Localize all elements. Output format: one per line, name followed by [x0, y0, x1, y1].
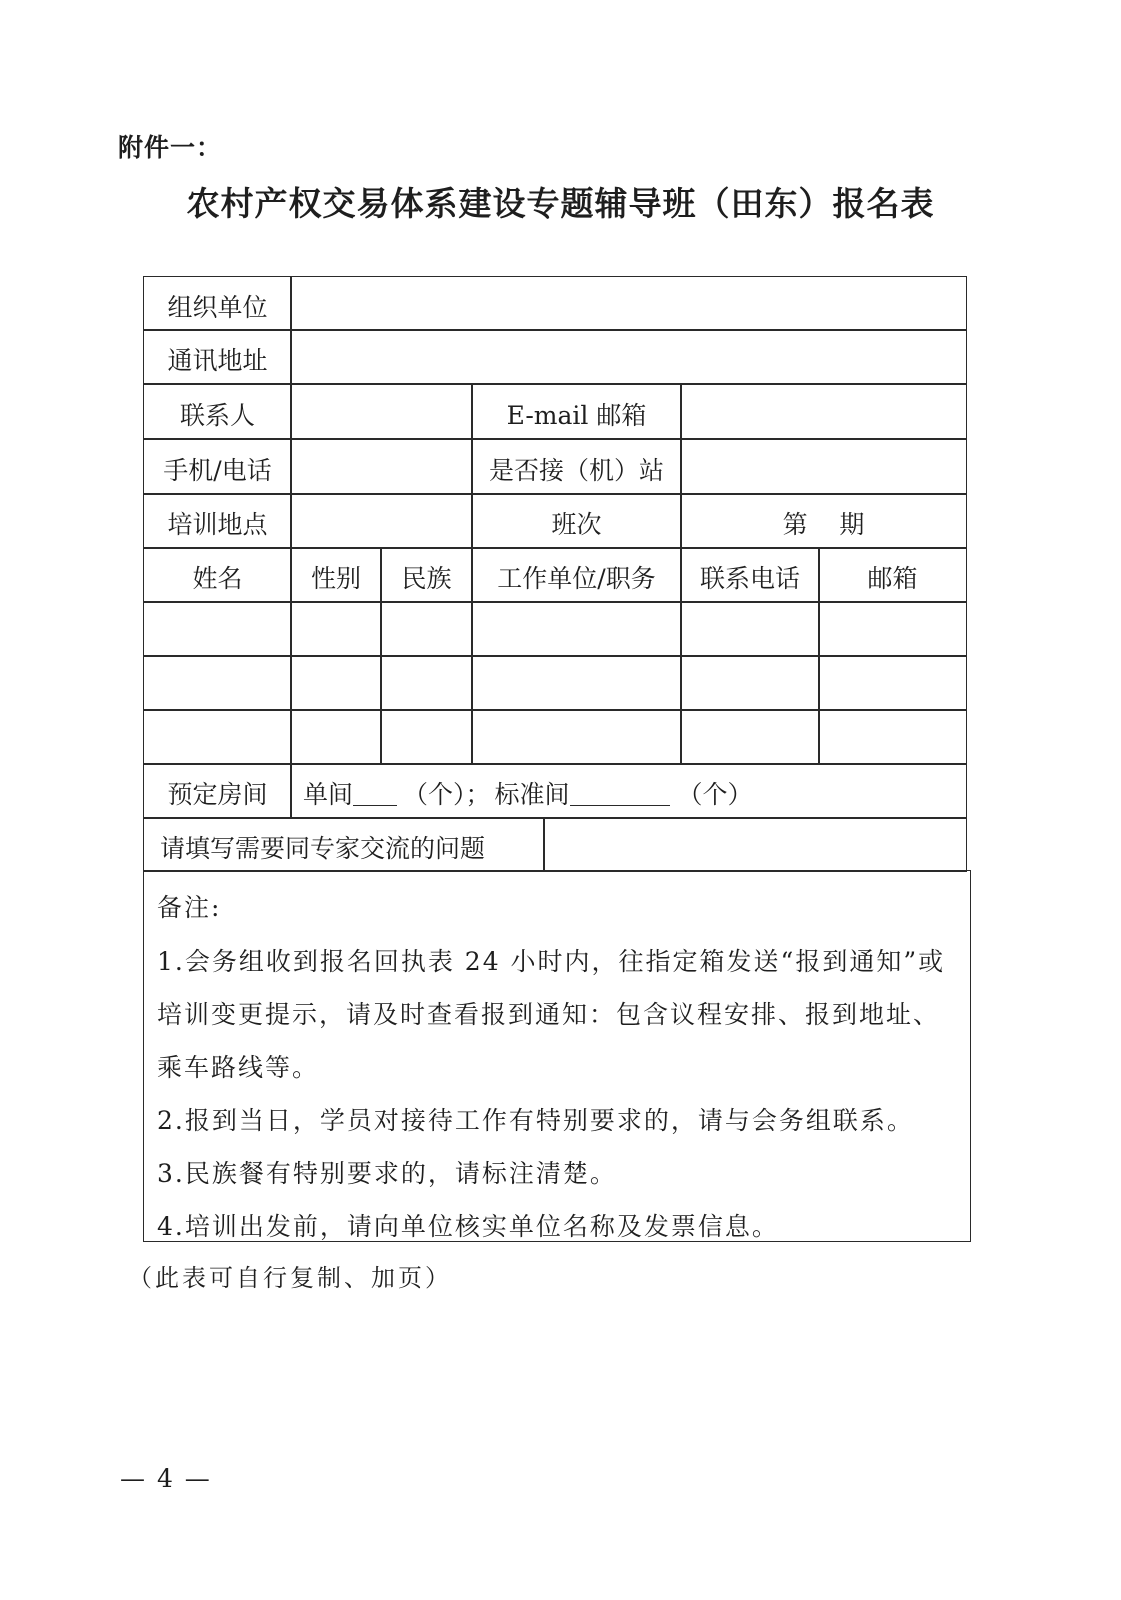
room-unit-a: （个）；: [403, 780, 491, 809]
contact-label: 联系人: [143, 383, 292, 440]
session-label: 班次: [471, 493, 682, 549]
venue-input[interactable]: [290, 493, 473, 549]
page-number: — 4 —: [120, 1464, 212, 1493]
org-label: 组织单位: [143, 276, 292, 331]
session-value[interactable]: 第 期: [680, 493, 967, 549]
room-label: 预定房间: [143, 763, 292, 819]
col-phone: 联系电话: [680, 547, 820, 603]
contact-input[interactable]: [290, 383, 473, 440]
participant-3-gender[interactable]: [290, 709, 382, 765]
participant-2-employer[interactable]: [471, 655, 682, 711]
email-label: E-mail 邮箱: [471, 383, 682, 440]
note-line-6: 4.培训出发前，请向单位核实单位名称及发票信息。: [157, 1212, 779, 1241]
participant-3-name[interactable]: [143, 709, 292, 765]
participant-3-phone[interactable]: [680, 709, 820, 765]
address-input[interactable]: [290, 329, 967, 385]
phone-input[interactable]: [290, 438, 473, 495]
participant-3-employer[interactable]: [471, 709, 682, 765]
question-label: 请填写需要同专家交流的问题: [143, 817, 545, 872]
participant-2-name[interactable]: [143, 655, 292, 711]
participant-1-gender[interactable]: [290, 601, 382, 657]
pickup-label: 是否接（机）站: [471, 438, 682, 495]
org-input[interactable]: [290, 276, 967, 331]
participant-1-email[interactable]: [818, 601, 967, 657]
col-email: 邮箱: [818, 547, 967, 603]
room-unit-b: （个）: [677, 780, 753, 809]
col-gender: 性别: [290, 547, 382, 603]
copy-note: （此表可自行复制、加页）: [128, 1264, 452, 1292]
room-standard-count[interactable]: [570, 781, 670, 806]
participant-1-ethnicity[interactable]: [380, 601, 473, 657]
participant-2-gender[interactable]: [290, 655, 382, 711]
participant-3-email[interactable]: [818, 709, 967, 765]
question-input[interactable]: [543, 817, 967, 872]
participant-2-email[interactable]: [818, 655, 967, 711]
note-line-3: 乘车路线等。: [157, 1053, 320, 1082]
participant-3-ethnicity[interactable]: [380, 709, 473, 765]
note-line-1: 1.会务组收到报名回执表 24 小时内，往指定箱发送“报到通知”或: [157, 947, 946, 976]
attachment-label: 附件一：: [118, 133, 223, 162]
room-single-label: 单间: [303, 780, 354, 809]
room-standard-label: 标准间: [494, 780, 570, 809]
phone-label: 手机/电话: [143, 438, 292, 495]
email-input[interactable]: [680, 383, 967, 440]
pickup-input[interactable]: [680, 438, 967, 495]
venue-label: 培训地点: [143, 493, 292, 549]
participant-2-phone[interactable]: [680, 655, 820, 711]
form-title: 农村产权交易体系建设专题辅导班（田东）报名表: [186, 184, 935, 223]
room-booking: [290, 763, 967, 819]
participant-1-employer[interactable]: [471, 601, 682, 657]
address-label: 通讯地址: [143, 329, 292, 385]
col-name: 姓名: [143, 547, 292, 603]
col-employer-title: 工作单位/职务: [471, 547, 682, 603]
notes-title: 备注:: [157, 893, 222, 922]
note-line-5: 3.民族餐有特别要求的，请标注清楚。: [157, 1159, 617, 1188]
participant-1-name[interactable]: [143, 601, 292, 657]
participant-2-ethnicity[interactable]: [380, 655, 473, 711]
note-line-2: 培训变更提示，请及时查看报到通知：包含议程安排、报到地址、: [157, 1000, 941, 1029]
participant-1-phone[interactable]: [680, 601, 820, 657]
col-ethnicity: 民族: [380, 547, 473, 603]
room-single-count[interactable]: [353, 781, 397, 806]
note-line-4: 2.报到当日，学员对接待工作有特别要求的，请与会务组联系。: [157, 1106, 914, 1135]
